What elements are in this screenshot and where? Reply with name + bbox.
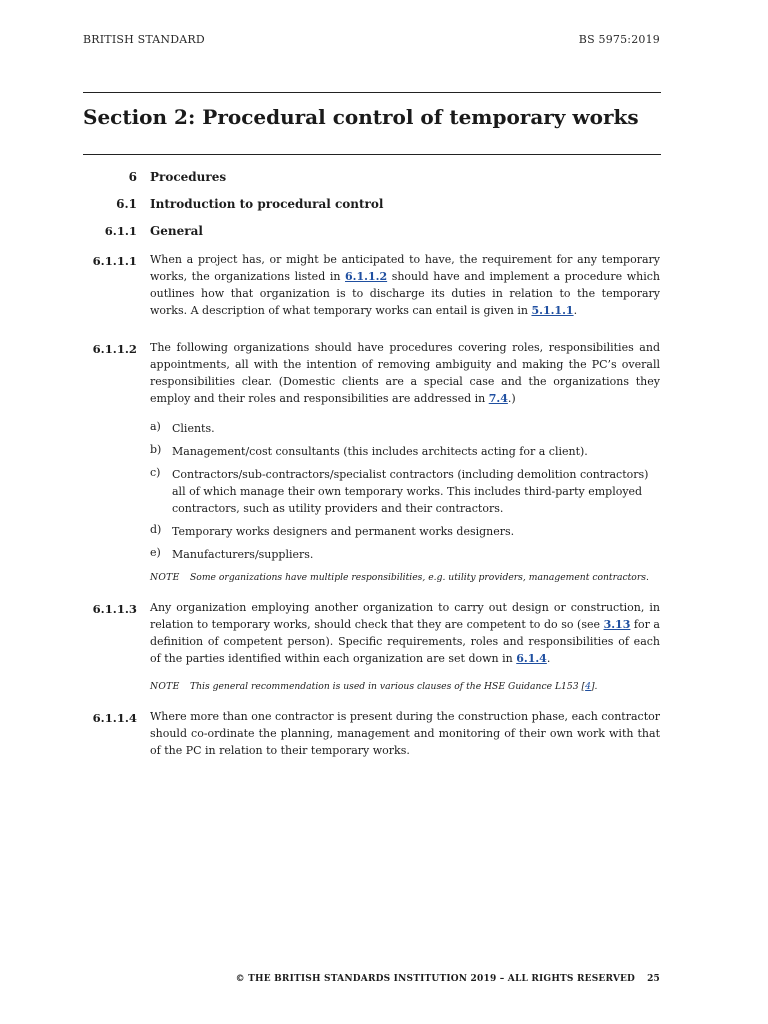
clause-6-1-1-3-number: 6.1.1.3 xyxy=(92,602,137,616)
heading-6-number: 6 xyxy=(128,170,137,184)
clause-6-1-1-2-text xyxy=(150,339,660,407)
page-footer xyxy=(236,974,660,984)
note-label: NOTE xyxy=(150,681,180,692)
bibliography-link-4[interactable]: 4 xyxy=(585,681,591,692)
clause-text-segment: . xyxy=(573,304,578,317)
note-label: NOTE xyxy=(150,572,180,583)
heading-6-1-title: Introduction to procedural control xyxy=(150,197,384,211)
clause-6-1-1-1-text xyxy=(150,251,660,319)
list-item-label: a) xyxy=(150,420,161,433)
xref-link-6-1-4[interactable]: 6.1.4 xyxy=(516,652,547,665)
list-item-text: Temporary works designers and permanent works designers. xyxy=(172,525,515,538)
clause-6-1-1-2-number: 6.1.1.2 xyxy=(92,342,137,356)
clause-text-segment: The following organizations should have procedures covering roles, responsibilities and appointments, all with the intention of removing ambiguity and making the PC’s overall responsibilities clear. (Domestic clients are a special case and the organizations they employ and their roles and responsibilities are addressed in xyxy=(150,341,660,405)
running-header-right: BS 5975:2019 xyxy=(578,33,660,46)
clause-text-segment: should have and implement a procedure which outlines how that organization is to discharge its duties in relation to the temporary works. A description of what temporary works can entail is given in xyxy=(150,270,661,317)
list-item-label: e) xyxy=(150,546,161,559)
clause-text-segment: .) xyxy=(507,392,516,405)
list-item-text: Clients. xyxy=(172,422,215,435)
running-header-left: BRITISH STANDARD xyxy=(83,33,205,46)
heading-6-title: Procedures xyxy=(150,170,227,184)
list-item-text: Manufacturers/suppliers. xyxy=(172,548,314,561)
heading-6-1-1-title: General xyxy=(150,224,203,238)
list-item-label: d) xyxy=(150,523,162,536)
xref-link-6-1-1-2[interactable]: 6.1.1.2 xyxy=(345,270,388,283)
clause-text-segment: . xyxy=(546,652,551,665)
clause-text-segment: Any organization employing another organization to carry out design or construction, in relation to temporary works, should check that they are competent to do so (see xyxy=(150,601,660,631)
clause-6-1-1-4-text: Where more than one contractor is present during the construction phase, each contractor should co-ordinate the planning, management and monitoring of their own work with that of the PC in relation to their temporary works. xyxy=(150,710,660,757)
heading-6-1-number: 6.1 xyxy=(116,197,137,211)
xref-link-3-13[interactable]: 3.13 xyxy=(603,618,631,631)
page-number: 25 xyxy=(647,974,660,984)
list-item-label: c) xyxy=(150,466,161,479)
heading-6-1-1-number: 6.1.1 xyxy=(104,224,137,238)
clause-6-1-1-4-number: 6.1.1.4 xyxy=(92,711,137,725)
note-text-segment: ]. xyxy=(590,681,598,692)
note-text xyxy=(190,681,660,692)
copyright-notice: © THE BRITISH STANDARDS INSTITUTION 2019 – ALL RIGHTS RESERVED xyxy=(235,974,636,984)
note-text-segment: This general recommendation is used in various clauses of the HSE Guidance L153 [ xyxy=(190,681,586,692)
xref-link-7-4[interactable]: 7.4 xyxy=(488,392,508,405)
note-text: Some organizations have multiple responsibilities, e.g. utility providers, management contractors. xyxy=(190,572,649,583)
clause-text-segment: When a project has, or might be anticipated to have, the requirement for any temporary works, the organizations listed in xyxy=(150,253,660,283)
list-item-label: b) xyxy=(150,443,162,456)
section-title: Section 2: Procedural control of temporary works xyxy=(83,105,639,129)
list-item-text: Management/cost consultants (this includes architects acting for a client). xyxy=(172,445,588,458)
xref-link-5-1-1-1[interactable]: 5.1.1.1 xyxy=(531,304,574,317)
clause-6-1-1-3-text xyxy=(150,599,660,667)
clause-text-segment: for a definition of competent person). Specific requirements, roles and responsibilities of each of the parties identified within each organization are set down in xyxy=(150,618,660,665)
list-item-text: Contractors/sub-contractors/specialist contractors (including demolition contractors) all of which manage their own temporary works. This includes third-party employed contractors, such as utility providers and their contractors. xyxy=(172,468,649,515)
clause-6-1-1-1-number: 6.1.1.1 xyxy=(92,254,137,268)
title-top-rule xyxy=(83,92,661,93)
title-bottom-rule xyxy=(83,154,661,155)
